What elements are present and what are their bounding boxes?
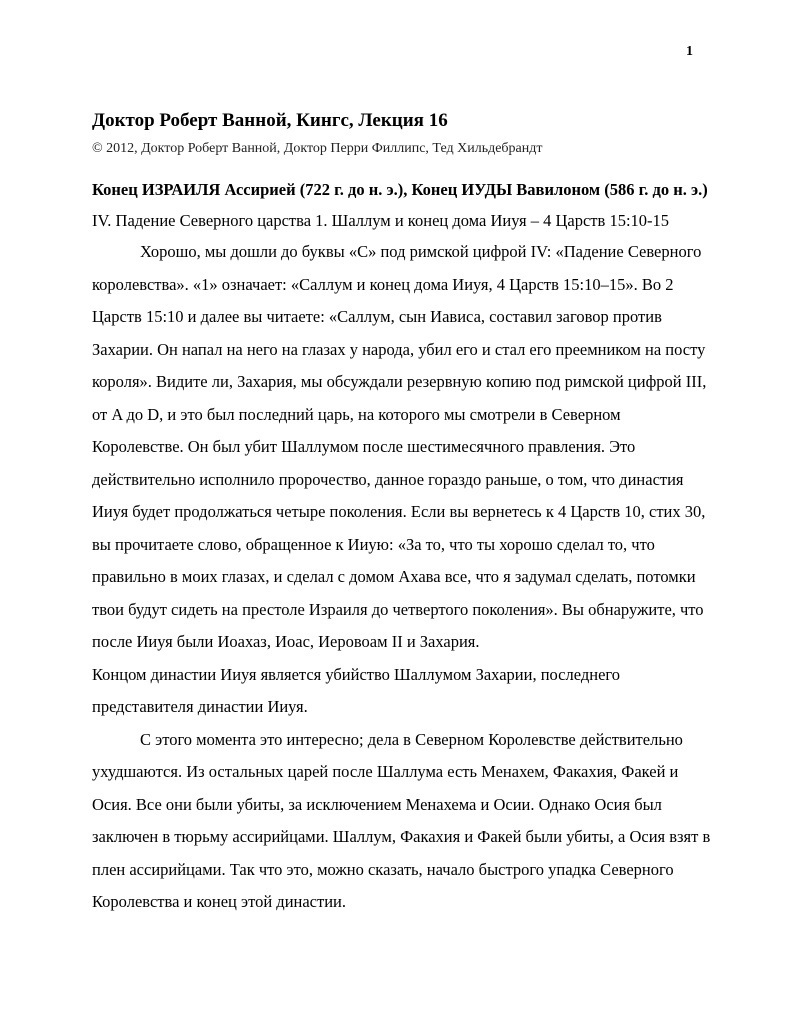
paragraph-3: С этого момента это интересно; дела в Северном Королевстве действительно ухудшаются. Из остальных царей после Шаллума есть Менахем, Факахия, Факей и Осия. Все они были убиты, за исключением Менахема и Осии. Однако Осия был заключен в тюрьму ассирийцами. Шаллум, Факахия и Факей были убиты, а Осия взят в плен ассирийцами. Так что это, можно сказать, начало быстрого упадка Северного Королевства и конец этой династии. [92,729,711,911]
lecture-heading: Конец ИЗРАИЛЯ Ассирией (722 г. до н. э.), Конец ИУДЫ Вавилоном (586 г. до н. э.) [92,180,708,199]
paragraph-2: Концом династии Ииуя является убийство Шаллумом Захарии, последнего представителя династии Ииуя. [92,664,620,716]
document-title: Доктор Роберт Ванной, Кингс, Лекция 16 [92,110,448,131]
section-heading: IV. Падение Северного царства 1. Шаллум и конец дома Ииуя – 4 Царств 15:10-15 [92,211,670,230]
page-number: 1 [686,44,693,59]
copyright-line: © 2012, Доктор Роберт Ванной, Доктор Перри Филлипс, Тед Хильдебрандт [92,141,543,156]
document-body [92,104,712,919]
paragraph-1: Хорошо, мы дошли до буквы «С» под римской цифрой IV: «Падение Северного королевства». «1» означает: «Саллум и конец дома Ииуя, 4 Царств 15:10–15». Во 2 Царств 15:10 и далее вы читаете: «Саллум, сын Иависа, составил заговор против Захарии. Он напал на него на глазах у народа, убил его и стал его преемником на посту короля». Видите ли, Захария, мы обсуждали резервную копию под римской цифрой III, от A до D, и это был последний царь, на которого мы смотрели в Северном Королевстве. Он был убит Шаллумом после шестимесячного правления. Это действительно исполнило пророчество, данное гораздо раньше, о том, что династия Ииуя будет продолжаться четыре поколения. Если вы вернетесь к 4 Царств 10, стих 30, вы прочитаете слово, обращенное к Ииую: «За то, что ты хорошо сделал то, что правильно в моих глазах, и сделал с домом Ахава все, что я задумал сделать, потомки твои будут сидеть на престоле Израиля до четвертого поколения». Вы обнаружите, что после Ииуя были Иоахаз, Иоас, Иеровоам II и Захария. [92,242,707,651]
